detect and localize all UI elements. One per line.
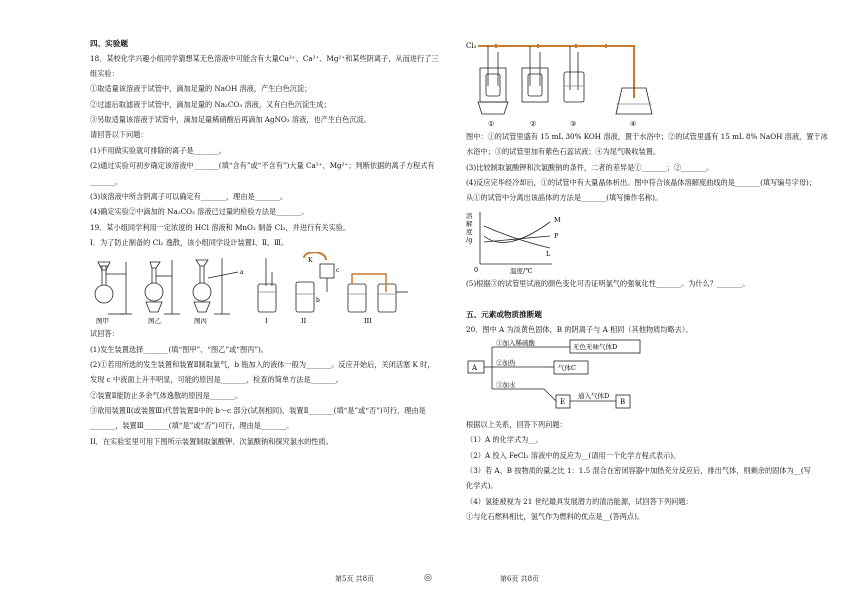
section-title-experiment: 四、实验题 bbox=[90, 39, 128, 48]
label-num-2: ② bbox=[530, 120, 537, 128]
question-5: (5)根据③的试管里试液的颜色变化可否证明氯气的强氧化性_______。为什么？_______。 bbox=[466, 278, 750, 288]
label-a: a bbox=[240, 269, 244, 277]
q19-question-2-cont: 发现 c 中液面上升不明显，可能的原因是_______，检查的简单方法是_______。 bbox=[90, 375, 343, 385]
page-footer-left: 第5页 共8页 bbox=[335, 575, 375, 583]
q18-intro: 18．某校化学兴趣小组同学猜想某无色溶液中可能含有大量Cu²⁺、Ca²⁺、Mg²⁺和某些阴离子，从而进行了三 bbox=[90, 53, 439, 63]
q18-question-3: (3)该溶液中所含阴离子可以确定有_______，理由是_______。 bbox=[90, 191, 288, 201]
q20-question-2: （2）A 投入 FeCl₂ 溶液中的反应为__(请用一个化学方程式表示)。 bbox=[466, 450, 681, 460]
q20-question-1: （1）A 的化学式为__。 bbox=[466, 435, 543, 445]
page-footer-right: 第6页 共8页 bbox=[500, 575, 540, 583]
q18-step1: ①取适量该溶液于试管中，滴加足量的 NaOH 溶液，产生白色沉淀； bbox=[90, 84, 312, 94]
right-page bbox=[430, 0, 860, 608]
q20-question-4: （4）氢能被视为 21 世纪最具发展潜力的清洁能源，试回答下列问题： bbox=[466, 496, 693, 506]
question-3: (3)比较制取氯酸钾和次氯酸钠的条件，二者的差异是①_______；②_______。 bbox=[466, 162, 714, 172]
graph-origin: 0 bbox=[474, 265, 479, 274]
graph-ylabel-4: /g bbox=[466, 235, 473, 244]
curve-label-l: L bbox=[546, 249, 551, 258]
q19-question-1: (1)发生装置选择_______(填“图甲”、“图乙”或“图丙”)。 bbox=[90, 344, 268, 354]
q18-ask: 请回答以下问题： bbox=[90, 130, 148, 140]
label-num-1: ① bbox=[488, 120, 495, 128]
q19-ask: 试回答： bbox=[90, 329, 119, 339]
q18-step2: ②过滤后取滤液于试管中，滴加足量的 Na₂CO₃ 溶液，又有白色沉淀生成； bbox=[90, 99, 331, 109]
cl2-label: Cl₂ bbox=[466, 42, 477, 50]
curve-label-p: P bbox=[554, 231, 559, 240]
graph-xlabel: 温度/℃ bbox=[510, 266, 533, 275]
curve-m bbox=[484, 222, 550, 242]
apparatus-figure bbox=[90, 252, 420, 324]
flow-step-4: 通入气体D bbox=[578, 391, 610, 400]
flow-step-3: ③加水 bbox=[496, 380, 516, 389]
flow-d: 无色无味气体D bbox=[573, 342, 618, 351]
q20-intro: 20．图中 A 为淡黄色固体，B 的阴离子与 A 相同（其他物质均略去）。 bbox=[466, 324, 693, 334]
q20-ask: 根据以上关系，回答下列问题： bbox=[466, 419, 567, 429]
q18-step3: ③另取适量该溶液于试管中，滴加足量稀硝酸后再滴加 AgNO₃ 溶液，也产生白色沉淀。 bbox=[90, 115, 371, 125]
graph-ylabel-2: 解 bbox=[466, 219, 473, 228]
q19-question-2-3-cont: _______，装置Ⅲ_______(填“是”或“否”)可行，理由是_______。 bbox=[90, 421, 294, 431]
q20-question-3-cont: 化学式)。 bbox=[466, 481, 498, 491]
inference-flowchart bbox=[466, 339, 706, 417]
label-c: c bbox=[336, 267, 340, 275]
label-b: b bbox=[316, 297, 320, 305]
caption-ii: II bbox=[301, 317, 307, 325]
flow-b: B bbox=[620, 397, 626, 406]
flow-a: A bbox=[472, 363, 478, 372]
solubility-graph bbox=[466, 208, 586, 276]
q19-intro: 19．某小组同学利用一定浓度的 HCl 溶液和 MnO₂ 制备 Cl₂，并进行有关实验。 bbox=[90, 222, 351, 232]
flow-step-1: ①加入稀硫酸 bbox=[496, 338, 535, 347]
figure-desc-2: 水浴中；③的试管里加有紫色石蕊试液；④为尾气吸收装置。 bbox=[466, 147, 661, 157]
label-k: K bbox=[308, 257, 313, 265]
q19-part2: II．在实验室里可用下图所示装置制取氯酸钾、次氯酸钠和探究氯水的性质。 bbox=[90, 436, 333, 446]
q19-question-2: (2)①若用所选的发生装置和装置Ⅱ制取氯气，b 瓶加入的液体一般为_______。反应开始后，关闭活塞 K 时， bbox=[90, 359, 435, 369]
figure-desc-1: 图中：①的试管里盛有 15 mL 30% KOH 溶液，置于水浴中；②的试管里盛有 15 mL 8% NaOH 溶液，置于冰 bbox=[466, 132, 828, 141]
q18-question-1: (1)不用做实验就可排除的离子是_______。 bbox=[90, 145, 226, 155]
flow-c: 气体C bbox=[558, 363, 576, 372]
question-4-cont: 从①的试管中分离出该晶体的方法是_______(填写操作名称)。 bbox=[466, 193, 663, 203]
chlorine-apparatus-figure bbox=[466, 38, 666, 128]
q20-question-3: （3）若 A、B 按物质的量之比 1：1.5 混合在密闭容器中加热充分反应后，排出气体，则剩余的固体为__(写 bbox=[466, 466, 811, 476]
caption-yi: 图乙 bbox=[148, 317, 161, 325]
q18-intro-cont: 组实验： bbox=[90, 69, 119, 79]
flow-e: E bbox=[560, 397, 566, 406]
label-num-4: ④ bbox=[630, 120, 637, 128]
q18-question-2: (2)通过实验可初步确定该溶液中_______(填“含有”或“不含有”)大量 Ca²⁺、Mg²⁺；判断依据的离子方程式有 bbox=[90, 161, 435, 171]
caption-iii: III bbox=[364, 317, 372, 325]
q18-question-2-cont: _______。 bbox=[90, 176, 123, 186]
question-4: (4)反应完毕经冷却后，①的试管中有大量晶体析出。图中符合该晶体溶解度曲线的是_______(填写编号字母)； bbox=[466, 178, 817, 188]
q19-question-2-3: ③欲用装置Ⅱ(或装置Ⅲ)代替装置Ⅱ中的 b～c 部分(试剂相同)，装置Ⅱ_______(填“是”或“否”)可行，理由是 bbox=[90, 405, 426, 415]
q19-question-2-2: ②装置Ⅱ能防止多余气体逸散的原因是_______。 bbox=[90, 390, 243, 400]
q19-part1: I．为了防止制备的 Cl₂ 逸散，该小组同学设计装置Ⅰ、Ⅱ、Ⅲ。 bbox=[90, 237, 289, 247]
q18-question-4: (4)确定实验②中滴加的 Na₂CO₃ 溶液已过量的检验方法是_______。 bbox=[90, 207, 309, 217]
caption-i: I bbox=[265, 317, 268, 325]
caption-jia: 图甲 bbox=[96, 317, 109, 325]
q20-question-4-1: ①与化石燃料相比，氢气作为燃料的优点是__(答两点)。 bbox=[466, 512, 645, 522]
graph-ylabel-1: 溶 bbox=[466, 211, 473, 220]
label-num-3: ③ bbox=[570, 120, 577, 128]
caption-bing: 图丙 bbox=[194, 317, 207, 325]
curve-p bbox=[484, 236, 550, 242]
curve-label-m: M bbox=[554, 215, 561, 224]
flow-step-2: ②加热 bbox=[496, 358, 516, 367]
right-column bbox=[466, 38, 828, 526]
section-title-inference: 五、元素或物质推断题 bbox=[466, 309, 542, 319]
left-column bbox=[90, 38, 439, 451]
graph-ylabel-3: 度 bbox=[466, 227, 473, 236]
binding-mark: ◎ bbox=[424, 573, 432, 583]
